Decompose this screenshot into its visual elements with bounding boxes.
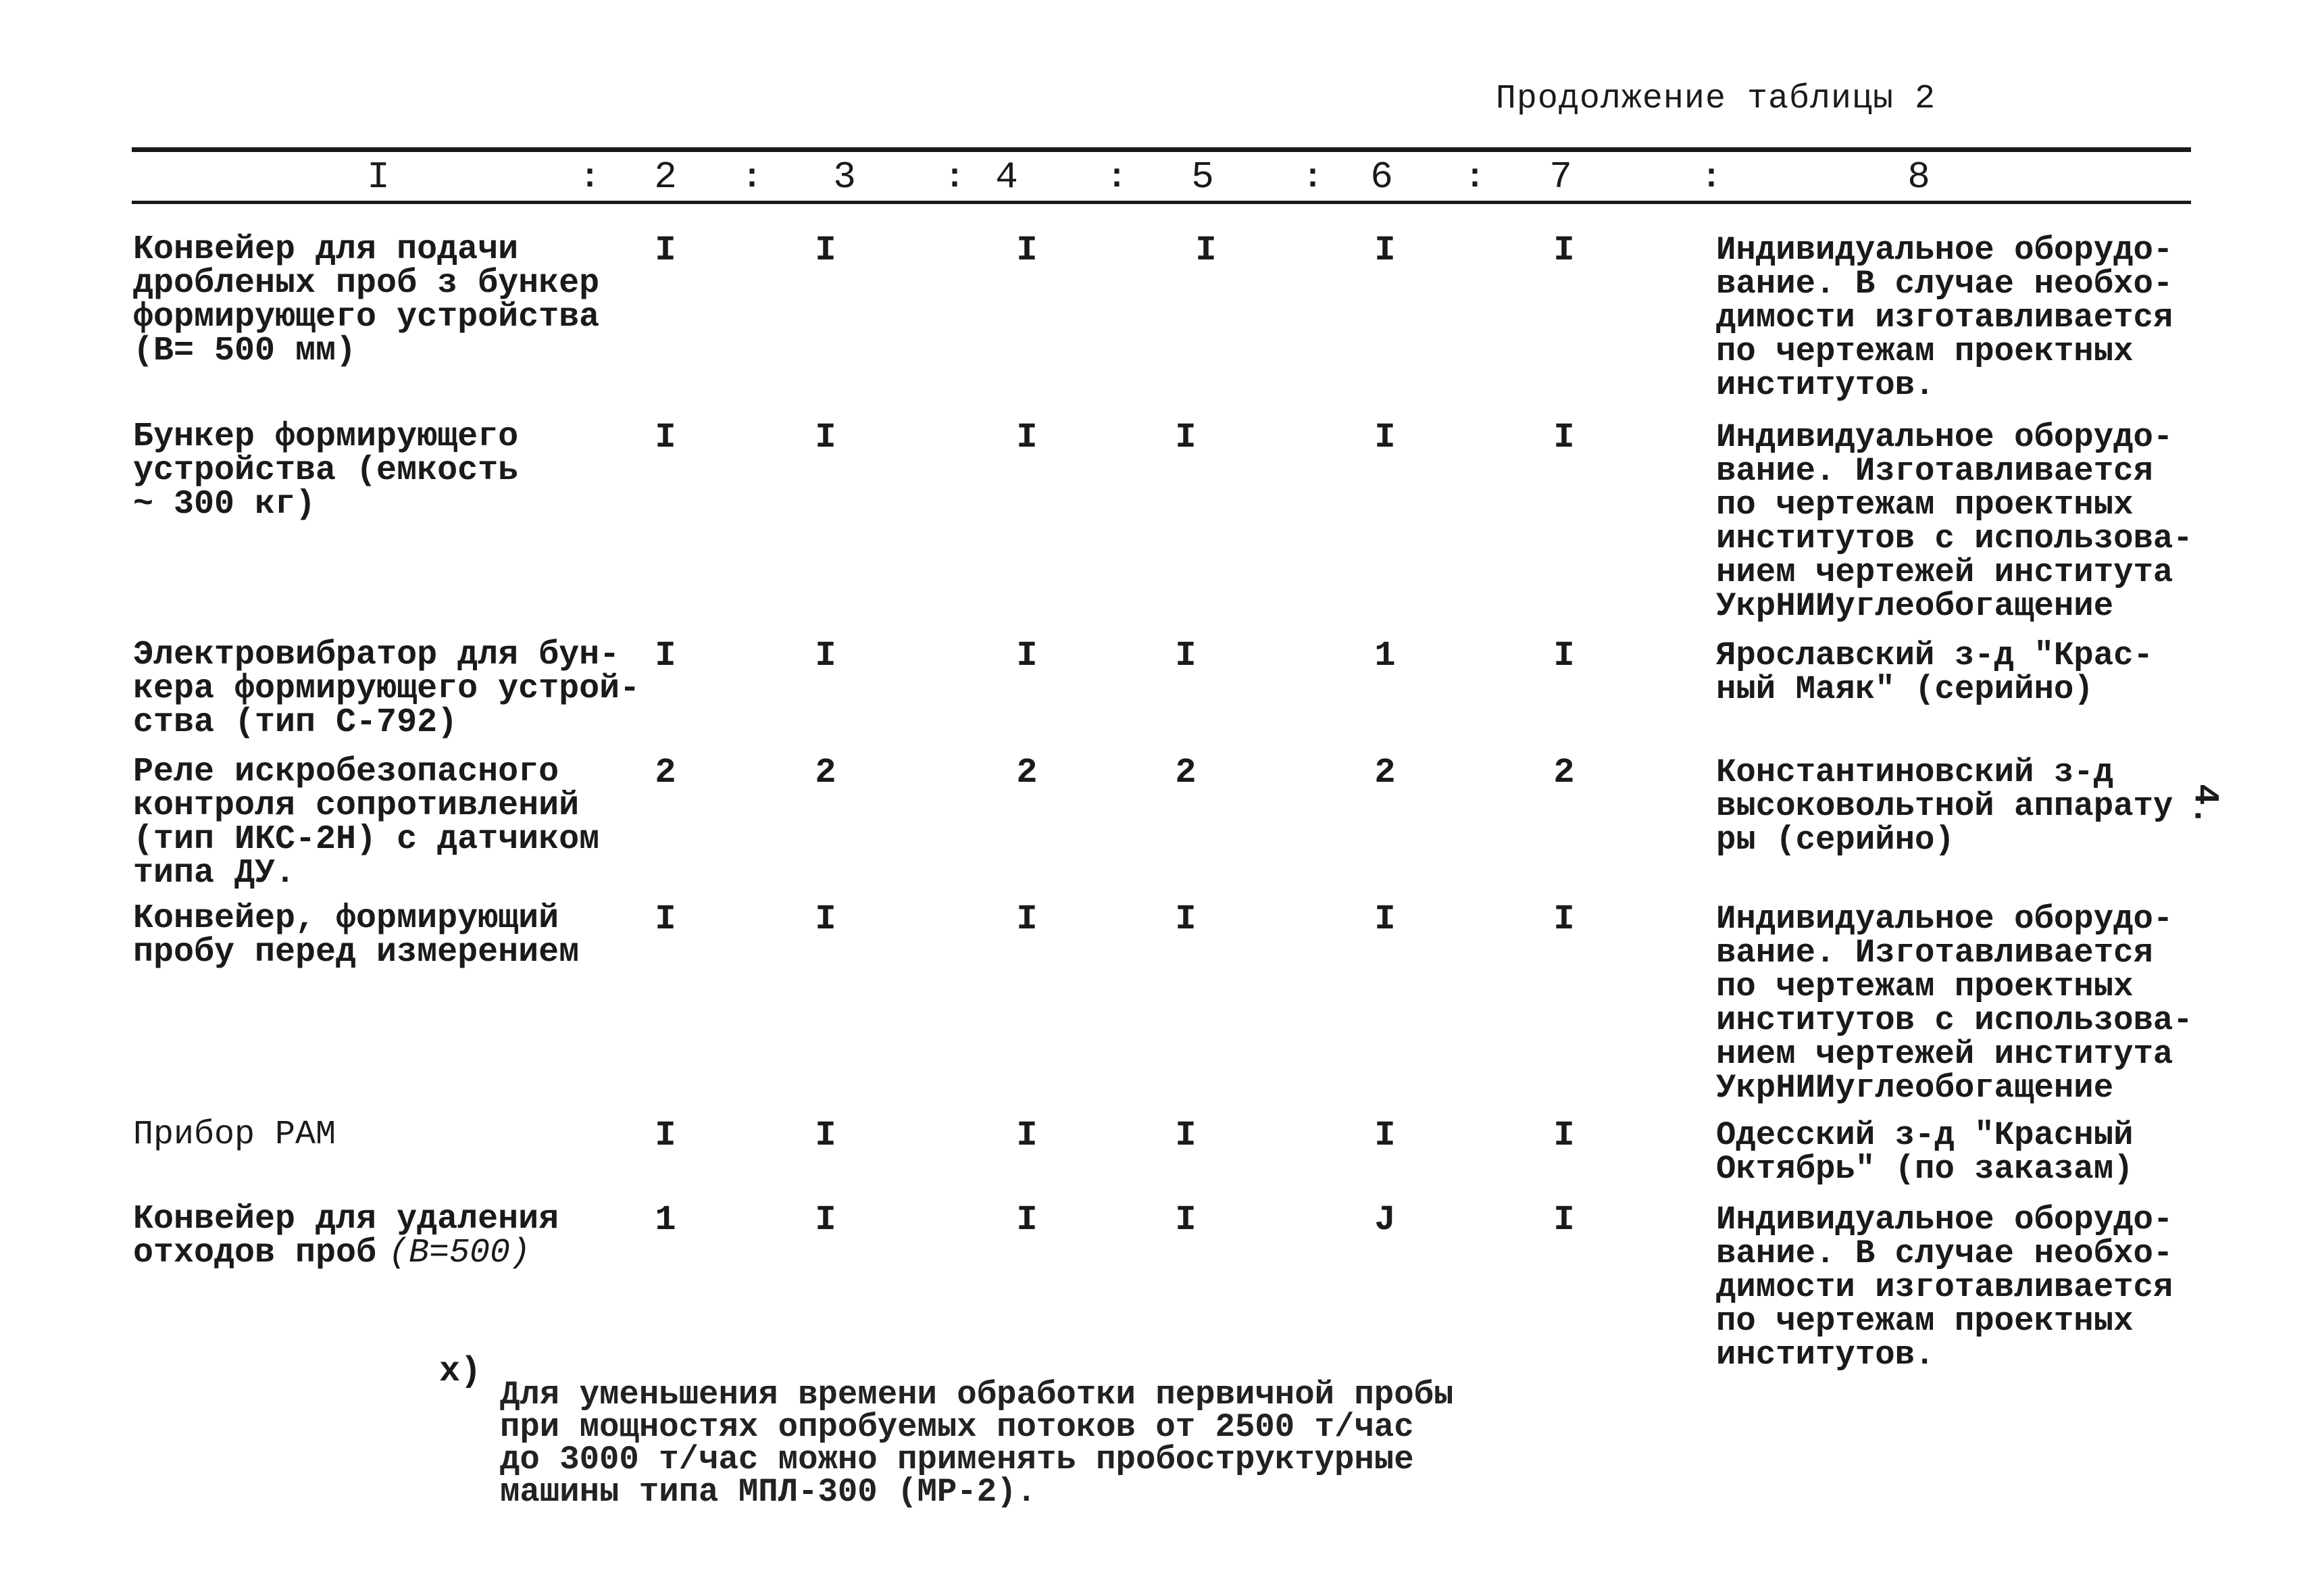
value-col-4: I — [1016, 1200, 1038, 1240]
value-col-5: I — [1175, 1116, 1197, 1155]
value-col-2: 1 — [655, 1200, 676, 1240]
value-col-3: I — [815, 899, 836, 939]
value-col-3: I — [815, 1200, 836, 1240]
page-side-mark: 4. — [2184, 784, 2225, 826]
equipment-name: Конвейер, формирующий пробу перед измерением — [133, 899, 580, 972]
table-header-bottom-rule — [132, 201, 2191, 204]
value-col-6: I — [1374, 1116, 1396, 1155]
column-header-6: 6 — [1370, 155, 1393, 199]
column-header-2: 2 — [654, 155, 677, 199]
value-col-7: I — [1553, 899, 1575, 939]
column-separator: : — [1107, 159, 1128, 197]
value-col-3: I — [815, 636, 836, 676]
value-col-6: 2 — [1374, 753, 1396, 793]
value-col-7: I — [1553, 1116, 1575, 1155]
value-col-7: 2 — [1553, 753, 1575, 793]
equipment-name: Реле искробезопасного контроля сопротивлений (тип ИКС-2Н) с датчиком типа ДУ. — [133, 753, 600, 893]
value-col-4: I — [1016, 636, 1038, 676]
value-col-4: I — [1016, 418, 1038, 457]
table-continuation-label: Продолжение таблицы 2 — [1495, 80, 1936, 118]
column-separator: : — [1701, 159, 1722, 197]
value-col-2: I — [655, 636, 676, 676]
column-header-3: 3 — [833, 155, 856, 199]
value-col-6: 1 — [1374, 636, 1396, 676]
column-separator: : — [1465, 159, 1486, 197]
value-col-7: I — [1553, 636, 1575, 676]
value-col-4: I — [1016, 1116, 1038, 1155]
value-col-4: 2 — [1016, 753, 1038, 793]
value-col-5: I — [1195, 230, 1217, 270]
manufacturer-note: Константиновский з-д высоковольтной аппарату ры (серийно) — [1716, 753, 2173, 859]
value-col-7: I — [1553, 418, 1575, 457]
column-separator: : — [742, 159, 763, 197]
value-col-4: I — [1016, 899, 1038, 939]
column-header-5: 5 — [1191, 155, 1214, 199]
value-col-3: I — [815, 230, 836, 270]
column-separator: : — [580, 159, 601, 197]
manufacturer-note: Индивидуальное оборудо- вание. В случае необхо- димости изготавливается по чертежам проектных институтов. — [1716, 1201, 2173, 1374]
column-header-8: 8 — [1907, 155, 1930, 199]
value-col-2: I — [655, 1116, 676, 1155]
manufacturer-note: Одесский з-д "Красный Октябрь" (по заказам) — [1716, 1116, 2134, 1188]
value-col-2: I — [655, 418, 676, 457]
equipment-name: Конвейер для подачи дробленых проб з бункер формирующего устройства (В= 500 мм) — [133, 230, 600, 370]
value-col-5: I — [1175, 1200, 1197, 1240]
value-col-2: I — [655, 899, 676, 939]
value-col-6: I — [1374, 230, 1396, 270]
column-separator: : — [945, 159, 965, 197]
value-col-2: 2 — [655, 753, 676, 793]
value-col-5: I — [1175, 636, 1197, 676]
table-top-rule — [132, 147, 2191, 152]
equipment-name: Электровибратор для бун- кера формирующего устрой- ства (тип С-792) — [133, 636, 640, 742]
column-separator: : — [1303, 159, 1324, 197]
value-col-6: J — [1374, 1200, 1396, 1240]
equipment-name: Бункер формирующего устройства (емкость ~ 300 кг) — [133, 418, 519, 524]
value-col-4: I — [1016, 230, 1038, 270]
value-col-3: I — [815, 1116, 836, 1155]
footnote-text: Для уменьшения времени обработки первичной пробы при мощностях опробуемых потоков от 2500 т/час до 3000 т/час можно применять пробоструктурные машины типа МПЛ-300 (МР-2). — [500, 1376, 1454, 1511]
value-col-5: I — [1175, 899, 1197, 939]
column-header-7: 7 — [1549, 155, 1572, 199]
column-header-1: I — [367, 155, 390, 199]
value-col-7: I — [1553, 230, 1575, 270]
equipment-name: Прибор РАМ — [133, 1116, 336, 1154]
column-header-4: 4 — [995, 155, 1018, 199]
manufacturer-note: Индивидуальное оборудо- вание. В случае необхо- димости изготавливается по чертежам проектных институтов. — [1716, 231, 2173, 404]
value-col-7: I — [1553, 1200, 1575, 1240]
manufacturer-note: Индивидуальное оборудо- вание. Изготавливается по чертежам проектных институтов с использова- нием чертежей института УкрНИИуглеобогащение — [1716, 418, 2193, 625]
footnote-mark: х) — [439, 1351, 482, 1391]
manufacturer-note: Ярославский з-д "Крас- ный Маяк" (серийно) — [1716, 637, 2153, 708]
equipment-name: Конвейер для удаления отходов проб — [133, 1200, 559, 1272]
value-col-6: I — [1374, 418, 1396, 457]
value-col-6: I — [1374, 899, 1396, 939]
value-col-3: I — [815, 418, 836, 457]
value-col-2: I — [655, 230, 676, 270]
manufacturer-note: Индивидуальное оборудо- вание. Изготавливается по чертежам проектных институтов с использова- нием чертежей института УкрНИИуглеобогащение — [1716, 900, 2193, 1107]
value-col-3: 2 — [815, 753, 836, 793]
value-col-5: 2 — [1175, 753, 1197, 793]
handwritten-width-annotation: (В=500) — [388, 1234, 531, 1272]
value-col-5: I — [1175, 418, 1197, 457]
